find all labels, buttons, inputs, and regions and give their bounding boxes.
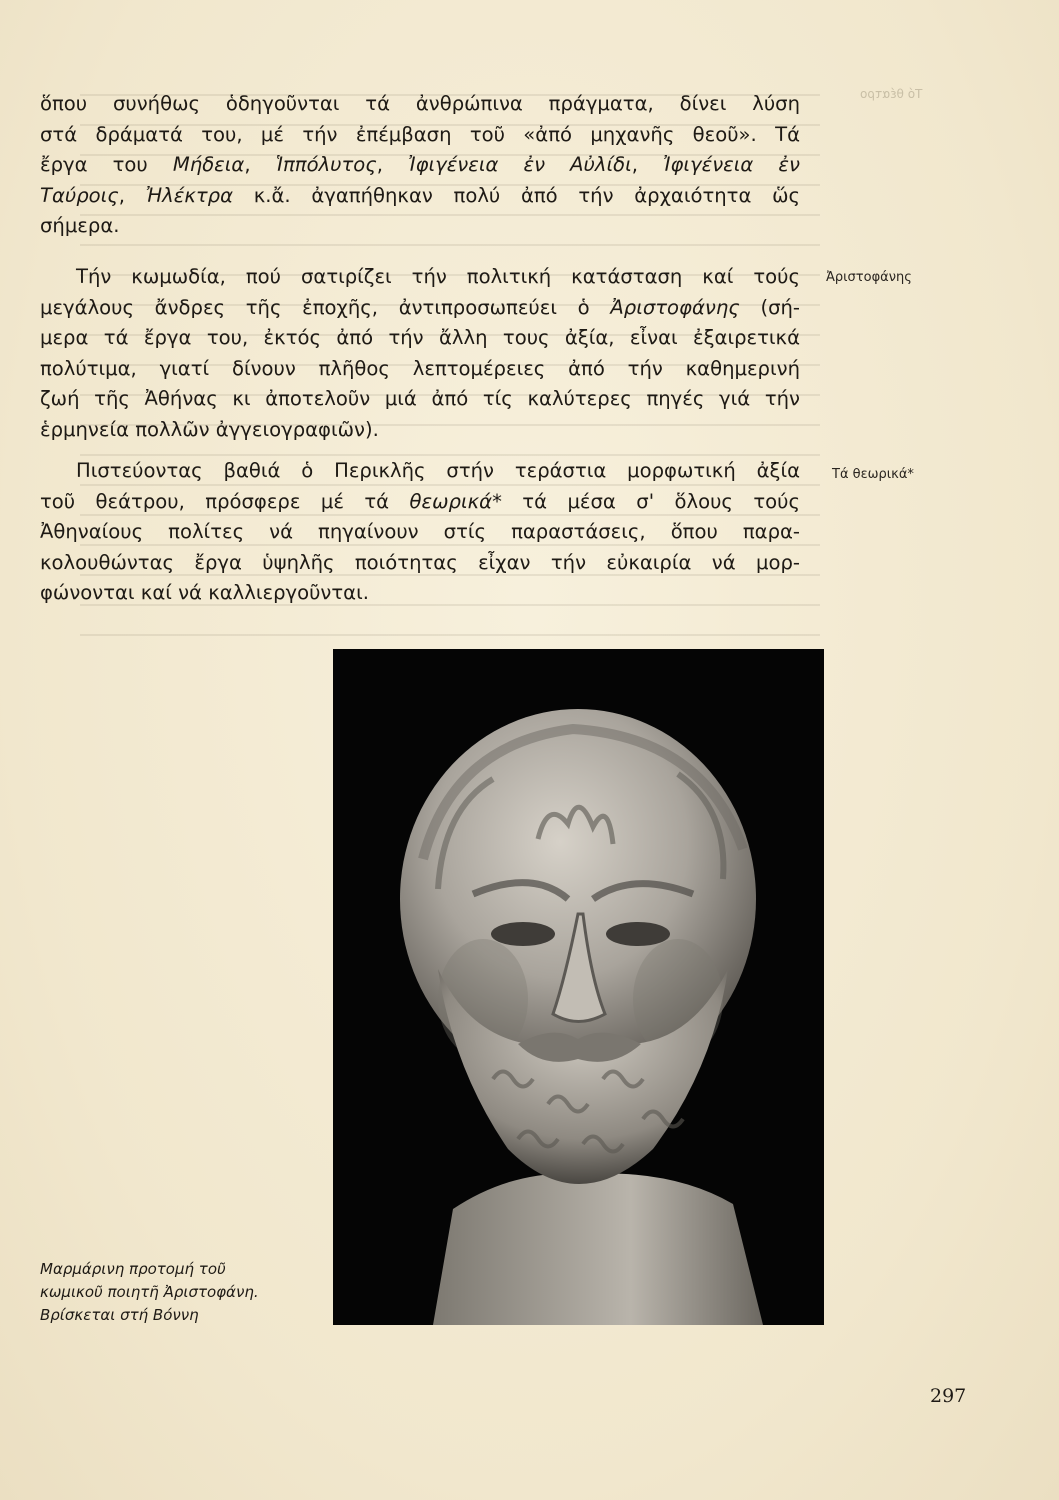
p2-line6: ἑρμηνεία πολλῶν ἀγγειογραφιῶν). [40, 417, 379, 441]
caption-line2: κωμικοῦ ποιητῆ Ἀριστοφάνη. [40, 1283, 259, 1301]
caption-line1: Μαρμάρινη προτομή τοῦ [40, 1260, 226, 1278]
work-medea: Μήδεια [172, 153, 245, 177]
p3-line3: Ἀθηναίους πολίτες νά πηγαίνουν στίς παραστάσεις, ὅπου παρα- [40, 520, 800, 544]
p1-line1: ὅπου συνήθως ὁδηγοῦνται τά ἀνθρώπινα πράγματα, δίνει λύση [40, 92, 800, 115]
p3-line1: Πιστεύοντας βαθιά ὁ Περικλῆς στήν τεράστια μορφωτική ἀξία [76, 459, 800, 482]
work-iphigenia-tauris: Ἰφιγένεια ἐν [663, 153, 800, 177]
work-hippolytus: Ἱππόλυτος [275, 153, 377, 177]
p1-line4: Ταύροις, Ἠλέκτρα κ.ἄ. ἀγαπήθηκαν πολύ ἀπό τήν ἀρχαιότητα ὥς [40, 183, 800, 207]
caption-line3: Βρίσκεται στή Βόννη [40, 1306, 199, 1324]
work-electra: Ἠλέκτρα [145, 183, 234, 207]
p2-line4: πολύτιμα, γιατί δίνουν πλῆθος λεπτομέρειες ἀπό τήν καθημερινή [40, 356, 800, 380]
p2-line2: μεγάλους ἄνδρες τῆς ἐποχῆς, ἀντιπροσωπεύει ὁ Ἀριστοφάνης (σή- [40, 295, 800, 319]
name-aristophanes: Ἀριστοφάνης [610, 295, 740, 319]
p3-line2: τοῦ θεάτρου, πρόσφερε μέ τά θεωρικά* τά μέσα σ' ὅλους τούς [40, 489, 800, 513]
margin-note-theorika: Τά θεωρικά* [832, 467, 914, 482]
p1-line2: στά δράματά του, μέ τήν ἐπέμβαση τοῦ «ἀπό μηχανῆς θεοῦ». Τά [40, 122, 800, 146]
p1-line3: ἔργα του Μήδεια, Ἱππόλυτος, Ἰφιγένεια ἐν Αὐλίδι, Ἰφιγένεια ἐν [40, 153, 800, 177]
mirrored-margin-note: Τό θέατρο [860, 87, 923, 101]
p3-line4: κολουθώντας ἔργα ὑψηλῆς ποιότητας εἶχαν τήν εὐκαιρία νά μορ- [40, 550, 800, 574]
term-theorika: θεωρικά [409, 489, 493, 513]
page-number: 297 [930, 1385, 967, 1407]
p1-line5: σήμερα. [40, 214, 120, 238]
p3-line5: φώνονται καί νά καλλιεργοῦνται. [40, 581, 369, 605]
paragraph-comedy [40, 262, 800, 446]
p2-line5: ζωή τῆς Ἀθήνας κι ἀποτελοῦν μιά ἀπό τίς καλύτερες πηγές γιά τήν [40, 387, 800, 411]
paragraph-theorika [40, 456, 800, 609]
margin-note-aristophanes: Ἀριστοφάνης [826, 270, 912, 285]
photo-caption [40, 1258, 259, 1327]
p2-line1: Τήν κωμωδία, πού σατιρίζει τήν πολιτική κατάσταση καί τούς [76, 265, 800, 288]
p2-line3: μερα τά ἔργα του, ἐκτός ἀπό τήν ἄλλη τους ἀξία, εἶναι ἐξαιρετικά [40, 326, 800, 350]
bust-photograph [333, 649, 824, 1325]
paragraph-euripides [40, 89, 800, 242]
marble-bust-image [333, 649, 824, 1325]
work-iphigenia-aulis: Ἰφιγένεια ἐν Αὐλίδι [408, 153, 632, 177]
